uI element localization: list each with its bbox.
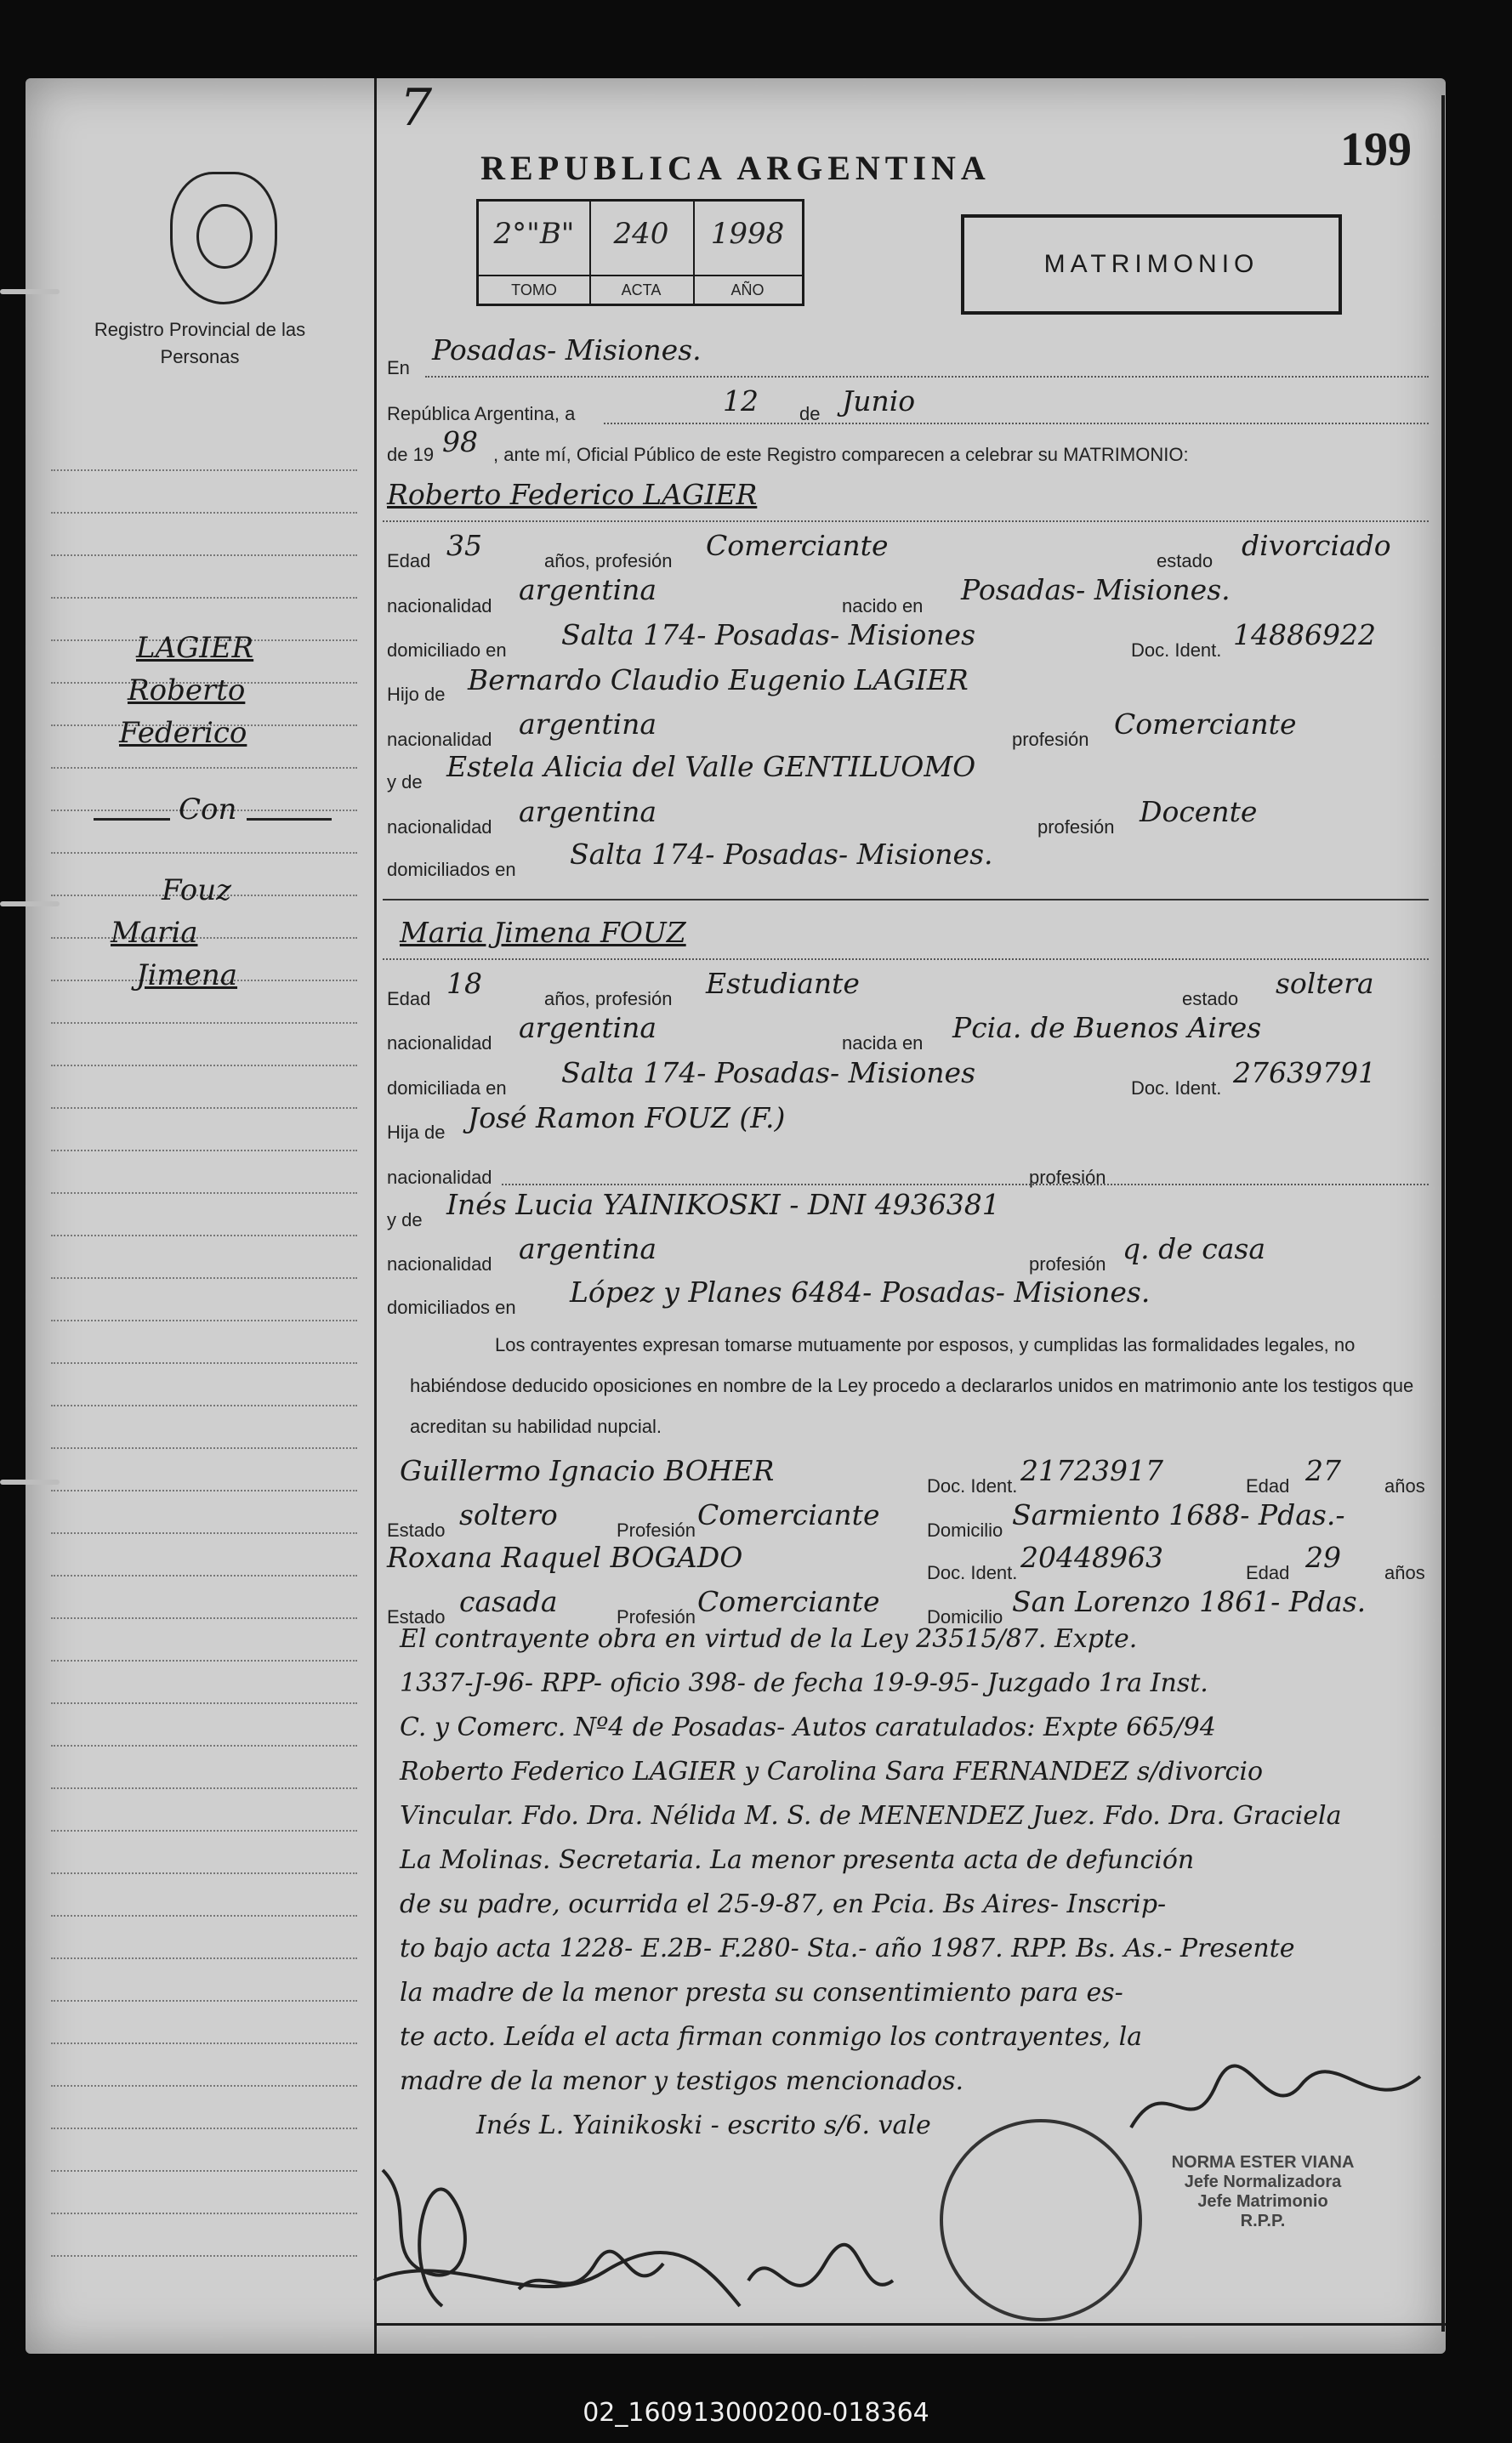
bride-nac-label: nacionalidad: [387, 1032, 492, 1054]
margin-bride-given1: Maria: [111, 916, 198, 950]
acta-value: 240: [613, 217, 669, 251]
bride-parents-address: López y Planes 6484- Posadas- Misiones.: [570, 1275, 1151, 1309]
ano-cell: [693, 202, 802, 304]
registry-name: Registro Provincial de las Personas: [94, 319, 306, 367]
note-line: El contrayente obra en virtud de la Ley 23515/87. Expte.: [400, 1624, 1138, 1654]
bride-dom-label: domiciliada en: [387, 1077, 507, 1099]
appear-text: , ante mí, Oficial Público de este Registro comparecen a celebrar su MATRIMONIO:: [493, 444, 1189, 465]
place: Posadas- Misiones.: [432, 333, 702, 366]
bride-mother-nat: argentina: [519, 1232, 657, 1265]
witness-2-doc: 20448963: [1020, 1541, 1163, 1574]
document-type-box: MATRIMONIO: [961, 214, 1342, 315]
bride-mother: Inés Lucia YAINIKOSKI - DNI 4936381: [446, 1188, 1000, 1221]
binder-ring-icon: [0, 1480, 60, 1485]
witness-1-edad-label: Edad: [1246, 1475, 1290, 1497]
groom-nationality: argentina: [519, 573, 657, 606]
acta-label: ACTA: [589, 275, 693, 304]
note-line: Roberto Federico LAGIER y Carolina Sara FERNANDEZ s/divorcio: [400, 1757, 1264, 1787]
tomo-label: TOMO: [479, 275, 589, 304]
margin-column: [26, 78, 377, 2354]
witness-2-estado: casada: [459, 1585, 558, 1618]
groom-mother-prof-label: profesión: [1037, 816, 1115, 838]
witness-1-address: Sarmiento 1688- Pdas.-: [1012, 1498, 1345, 1531]
groom-estado: divorciado: [1242, 529, 1391, 562]
groom-profession: Comerciante: [706, 529, 889, 562]
acta-cell: [589, 202, 695, 304]
republica-label: República Argentina, a: [387, 403, 576, 424]
binder-ring-icon: [0, 901, 60, 906]
groom-nacido-label: nacido en: [842, 595, 924, 616]
groom-doc: 14886922: [1233, 618, 1376, 651]
witness-2-profession: Comerciante: [697, 1585, 880, 1618]
bride-mother-prof: q. de casa: [1123, 1232, 1266, 1265]
officer-signature-image: [1114, 2051, 1471, 2153]
witness-2-dom-label: Domicilio: [927, 1606, 1003, 1628]
bride-edad-label: Edad: [387, 988, 431, 1009]
year-prefix: de 19: [387, 444, 435, 465]
witness-1-name: Guillermo Ignacio BOHER: [400, 1454, 775, 1487]
bride-father-prof-label: profesión: [1029, 1167, 1106, 1188]
note-line: madre de la menor y testigos mencionados.: [400, 2066, 964, 2096]
stamp-line: NORMA ESTER VIANA: [1171, 2153, 1355, 2172]
margin-bride-given2: Jimena: [136, 958, 238, 992]
groom-yde-label: y de: [387, 771, 423, 793]
page-number: 199: [1340, 123, 1412, 176]
bride-anos-prof-label: años, profesión: [544, 988, 673, 1009]
witness-2-prof-label: Profesión: [617, 1606, 696, 1628]
bride-estado-label: estado: [1182, 988, 1239, 1009]
bride-profession: Estudiante: [706, 967, 860, 1000]
bride-father-nat-label: nacionalidad: [387, 1167, 492, 1188]
register-page: [26, 78, 1446, 2354]
margin-groom-surname: LAGIER: [136, 631, 254, 665]
groom-father-nat-label: nacionalidad: [387, 729, 492, 750]
note-line: La Molinas. Secretaria. La menor presenta acta de defunción: [400, 1845, 1195, 1875]
groom-mother: Estela Alicia del Valle GENTILUOMO: [446, 750, 976, 783]
witness-1-doc-label: Doc. Ident.: [927, 1475, 1018, 1497]
witness-2-edad-label: Edad: [1246, 1562, 1290, 1583]
note-line: te acto. Leída el acta firman conmigo los contrayentes, la: [400, 2022, 1143, 2052]
de-label: de: [799, 403, 821, 424]
bride-mother-nat-label: nacionalidad: [387, 1253, 492, 1275]
en-label: En: [387, 357, 410, 378]
bride-parents-dom-label: domiciliados en: [387, 1297, 516, 1318]
declaration-text: Los contrayentes expresan tomarse mutuamente por esposos, y cumplidas las formalidades legales, no habiéndose deducido oposiciones en nombre de la Ley procedo a declararlos unidos en matrimonio ante los testigos que acreditan su habilidad nupcial.: [410, 1334, 1414, 1437]
bride-nationality: argentina: [519, 1011, 657, 1044]
bride-hija-label: Hija de: [387, 1122, 446, 1143]
bride-estado: soltera: [1276, 967, 1374, 1000]
witness-2-address: San Lorenzo 1861- Pdas.: [1012, 1585, 1367, 1618]
groom-father-prof-label: profesión: [1012, 729, 1089, 750]
tomo-value: 2°"B": [493, 217, 575, 251]
groom-hijo-label: Hijo de: [387, 684, 446, 705]
witness-2-age: 29: [1305, 1541, 1341, 1574]
bride-doc-label: Doc. Ident.: [1131, 1077, 1222, 1099]
stamp-line: Jefe Normalizadora: [1184, 2173, 1342, 2191]
day: 12: [723, 384, 759, 418]
bride-birthplace: Pcia. de Buenos Aires: [952, 1011, 1262, 1044]
groom-mother-nat-label: nacionalidad: [387, 816, 492, 838]
groom-anos-prof-label: años, profesión: [544, 550, 673, 571]
bride-address: Salta 174- Posadas- Misiones: [561, 1056, 976, 1089]
tomo-cell: [479, 202, 591, 304]
bride-doc: 27639791: [1233, 1056, 1376, 1089]
witness-2-anos-label: años: [1384, 1562, 1425, 1583]
official-stamp: [1157, 2153, 1369, 2231]
note-line: la madre de la menor presta su consentimiento para es-: [400, 1978, 1123, 2008]
groom-father: Bernardo Claudio Eugenio LAGIER: [468, 663, 969, 696]
margin-groom-given1: Roberto: [128, 673, 246, 707]
image-id-footer: 02_160913000200-018364: [583, 2398, 929, 2428]
witness-1-estado-label: Estado: [387, 1520, 446, 1541]
groom-address: Salta 174- Posadas- Misiones: [561, 618, 976, 651]
note-line: to bajo acta 1228- E.2B- F.280- Sta.- año 1987. RPP. Bs. As.- Presente: [400, 1934, 1295, 1963]
bride-age: 18: [446, 967, 482, 1000]
page-title: REPUBLICA ARGENTINA: [480, 149, 991, 187]
margin-bride-surname: Fouz: [162, 873, 232, 907]
bride-mother-prof-label: profesión: [1029, 1253, 1106, 1275]
groom-birthplace: Posadas- Misiones.: [961, 573, 1231, 606]
witness-1-doc: 21723917: [1020, 1454, 1163, 1487]
groom-doc-label: Doc. Ident.: [1131, 639, 1222, 661]
stamp-line: Jefe Matrimonio: [1197, 2192, 1328, 2211]
groom-nac-label: nacionalidad: [387, 595, 492, 616]
groom-age: 35: [446, 529, 482, 562]
note-line: C. y Comerc. Nº4 de Posadas- Autos caratulados: Expte 665/94: [400, 1713, 1216, 1742]
witness-2-estado-label: Estado: [387, 1606, 446, 1628]
note-line: Vincular. Fdo. Dra. Nélida M. S. de MENENDEZ Juez. Fdo. Dra. Graciela: [400, 1801, 1342, 1831]
signature-note: Inés L. Yainikoski - escrito s/6. vale: [476, 2111, 931, 2140]
signatures-image: [349, 2136, 944, 2332]
note-line: de su padre, ocurrida el 25-9-87, en Pcia. Bs Aires- Inscrip-: [400, 1889, 1167, 1919]
groom-mother-prof: Docente: [1140, 795, 1258, 828]
witness-1-age: 27: [1305, 1454, 1341, 1487]
groom-father-nat: argentina: [519, 707, 657, 741]
witness-2-name: Roxana Raquel BOGADO: [387, 1541, 743, 1574]
witness-2-doc-label: Doc. Ident.: [927, 1562, 1018, 1583]
year: 98: [442, 425, 478, 458]
groom-edad-label: Edad: [387, 550, 431, 571]
witness-1-anos-label: años: [1384, 1475, 1425, 1497]
margin-con: Con: [179, 793, 237, 827]
note-line: 1337-J-96- RPP- oficio 398- de fecha 19-9-95- Juzgado 1ra Inst.: [400, 1668, 1208, 1698]
witness-1-profession: Comerciante: [697, 1498, 880, 1531]
groom-parents-dom-label: domiciliados en: [387, 859, 516, 880]
witness-1-dom-label: Domicilio: [927, 1520, 1003, 1541]
witness-1-prof-label: Profesión: [617, 1520, 696, 1541]
witness-1-estado: soltero: [459, 1498, 558, 1531]
binder-ring-icon: [0, 289, 60, 294]
bride-yde-label: y de: [387, 1209, 423, 1230]
top-mark: 7: [400, 78, 433, 138]
margin-groom-given2: Federico: [119, 716, 247, 750]
month: Junio: [842, 384, 916, 418]
page-frame-right: [1441, 95, 1445, 2332]
groom-estado-label: estado: [1157, 550, 1214, 571]
bride-name: Maria Jimena FOUZ: [400, 916, 686, 949]
groom-mother-nat: argentina: [519, 795, 657, 828]
bride-father: José Ramon FOUZ (F.): [468, 1101, 786, 1134]
groom-father-prof: Comerciante: [1114, 707, 1297, 741]
tomo-acta-ano-box: [476, 199, 804, 306]
stamp-line: R.P.P.: [1240, 2212, 1286, 2230]
groom-name: Roberto Federico LAGIER: [387, 478, 758, 511]
groom-parents-address: Salta 174- Posadas- Misiones.: [570, 838, 993, 871]
official-seal-icon: [940, 2119, 1142, 2321]
groom-dom-label: domiciliado en: [387, 639, 507, 661]
ano-label: AÑO: [693, 275, 802, 304]
ano-value: 1998: [710, 217, 785, 251]
provincial-crest-icon: [170, 172, 277, 304]
bride-nacida-label: nacida en: [842, 1032, 924, 1054]
